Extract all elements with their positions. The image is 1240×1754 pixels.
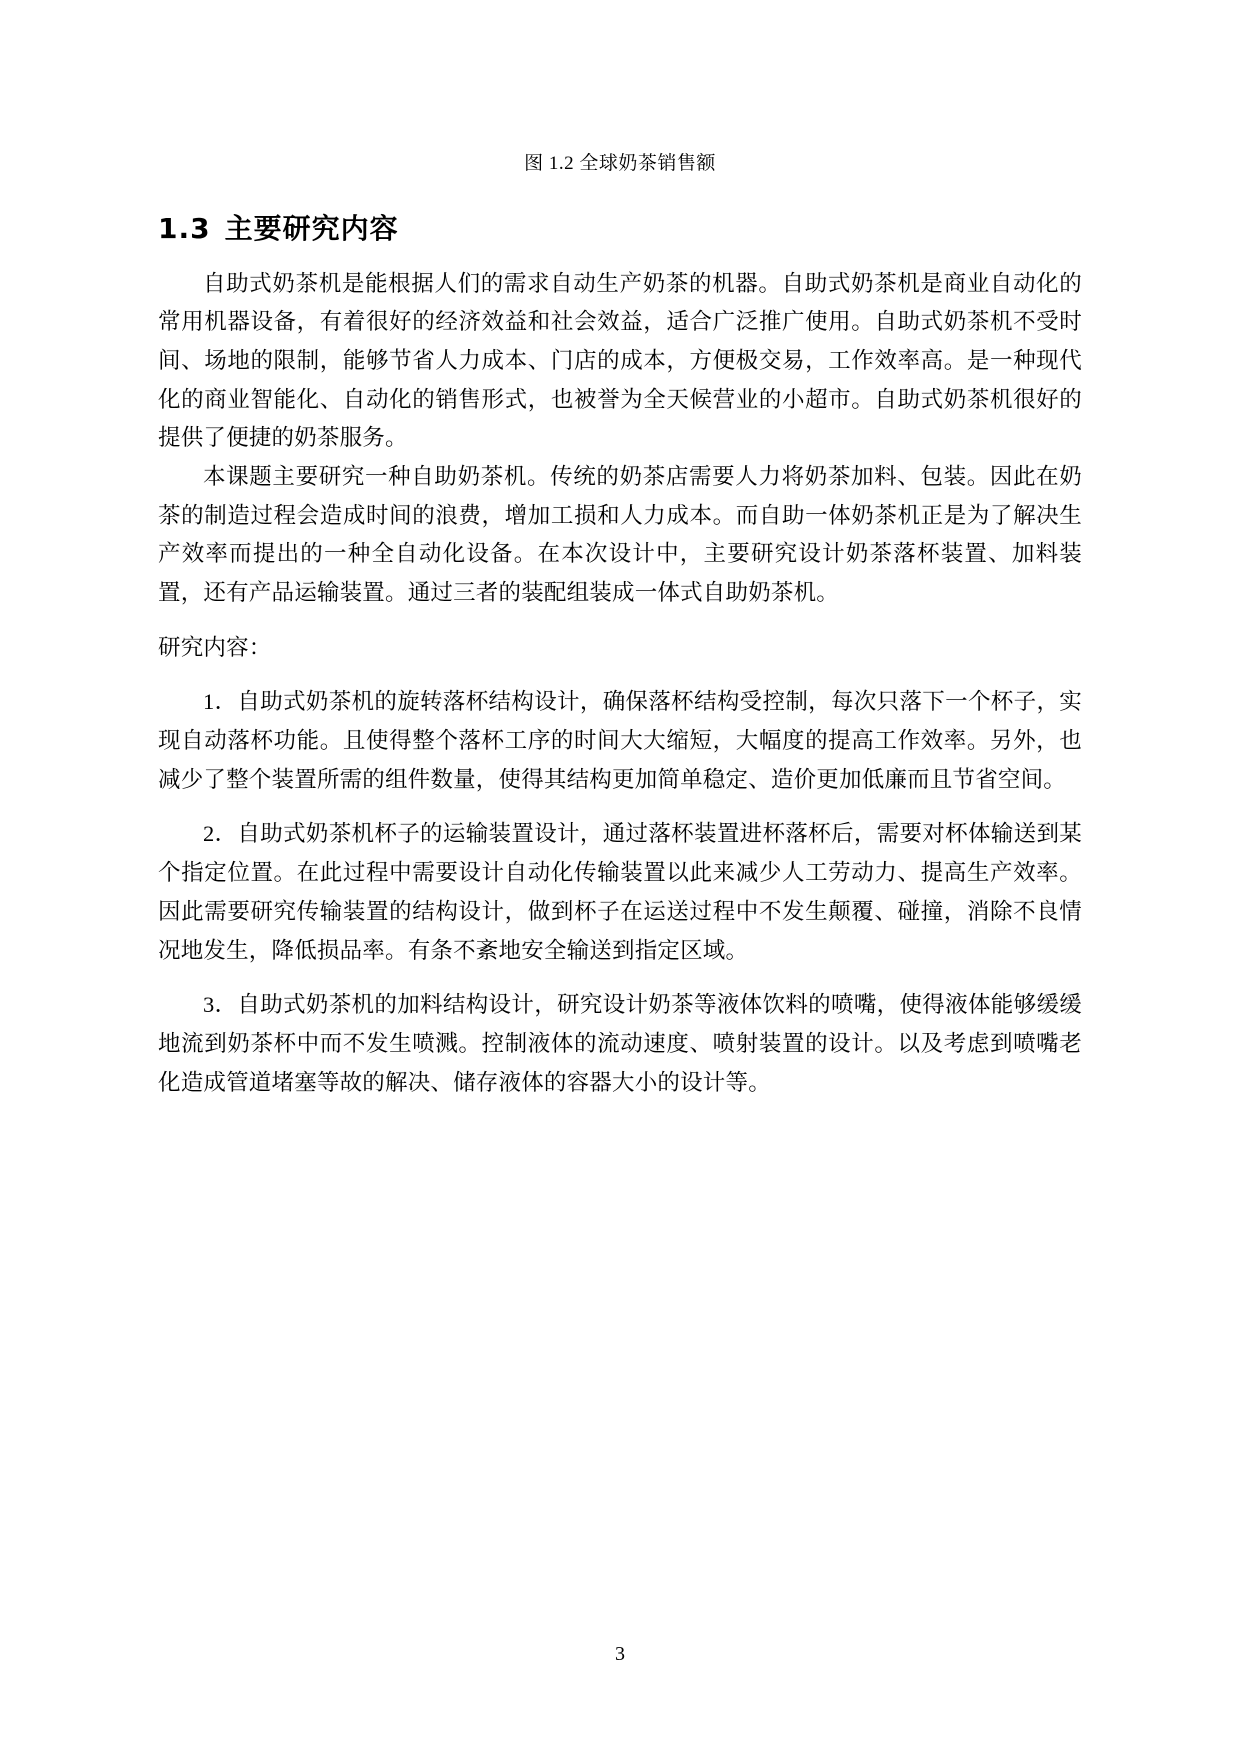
- paragraph-topic: 本课题主要研究一种自助奶茶机。传统的奶茶店需要人力将奶茶加料、包装。因此在奶茶的制造过程会造成时间的浪费，增加工损和人力成本。而自助一体奶茶机正是为了解决生产效率而提出的一种全自动化设备。在本次设计中，主要研究设计奶茶落杯装置、加料装置，还有产品运输装置。通过三者的装配组装成一体式自助奶茶机。: [158, 463, 1082, 605]
- section-heading-number: 1.3: [158, 211, 211, 245]
- figure-caption: 图 1.2 全球奶茶销售额: [524, 153, 716, 174]
- research-item-1: 1．自助式奶茶机的旋转落杯结构设计，确保落杯结构受控制，每次只落下一个杯子，实现自动落杯功能。且使得整个落杯工序的时间大大缩短，大幅度的提高工作效率。另外，也减少了整个装置所需的组件数量，使得其结构更加简单稳定、造价更加低廉而且节省空间。: [158, 689, 1082, 792]
- paragraph-intro: 自助式奶茶机是能根据人们的需求自动生产奶茶的机器。自助式奶茶机是商业自动化的常用机器设备，有着很好的经济效益和社会效益，适合广泛推广使用。自助式奶茶机不受时间、场地的限制，能够节省人力成本、门店的成本，方便极交易，工作效率高。是一种现代化的商业智能化、自动化的销售形式，也被誉为全天候营业的小超市。自助式奶茶机很好的提供了便捷的奶茶服务。: [158, 270, 1082, 451]
- page-number: 3: [615, 1643, 625, 1665]
- section-heading-title: 主要研究内容: [224, 211, 399, 245]
- section-heading: [158, 207, 1082, 247]
- research-item-3: 3．自助式奶茶机的加料结构设计，研究设计奶茶等液体饮料的喷嘴，使得液体能够缓缓地流到奶茶杯中而不发生喷溅。控制液体的流动速度、喷射装置的设计。以及考虑到喷嘴老化造成管道堵塞等故的解决、储存液体的容器大小的设计等。: [158, 992, 1082, 1095]
- research-item-2: 2．自助式奶茶机杯子的运输装置设计，通过落杯装置进杯落杯后，需要对杯体输送到某个指定位置。在此过程中需要设计自动化传输装置以此来减少人工劳动力、提高生产效率。因此需要研究传输装置的结构设计，做到杯子在运送过程中不发生颠覆、碰撞，消除不良情况地发生，降低损品率。有条不紊地安全输送到指定区域。: [158, 821, 1082, 963]
- research-content-label: 研究内容：: [158, 634, 272, 660]
